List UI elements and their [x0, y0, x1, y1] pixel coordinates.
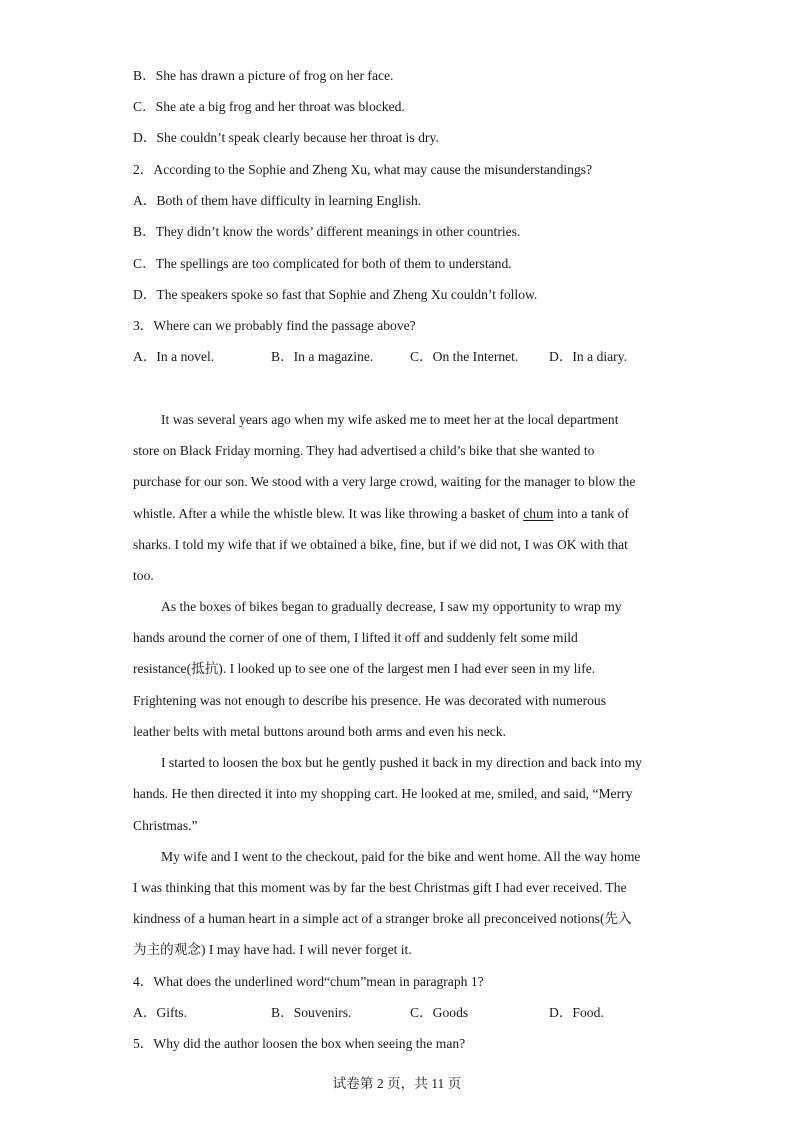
- passage-p3-line3: Christmas.”: [133, 818, 198, 833]
- passage-p2-line1: As the boxes of bikes began to gradually decrease, I saw my opportunity to wrap my: [161, 599, 622, 614]
- passage-p2-line5: leather belts with metal buttons around both arms and even his neck.: [133, 724, 506, 739]
- q4-option-a: A．Gifts.: [133, 1005, 187, 1020]
- underlined-word-chum: chum: [523, 506, 554, 521]
- q1-option-b: B．She has drawn a picture of frog on her face.: [133, 68, 394, 83]
- q3-option-b: B．In a magazine.: [271, 349, 374, 364]
- q4-stem: 4．What does the underlined word“chum”mean in paragraph 1?: [133, 974, 484, 989]
- passage-p4-line2: I was thinking that this moment was by far the best Christmas gift I had ever received. The: [133, 880, 627, 895]
- q2-option-b: B．They didn’t know the words’ different meanings in other countries.: [133, 224, 521, 239]
- q2-option-d: D．The speakers spoke so fast that Sophie and Zheng Xu couldn’t follow.: [133, 287, 538, 302]
- q3-options: [133, 348, 653, 366]
- passage-p2-line2: hands around the corner of one of them, I lifted it off and suddenly felt some mild: [133, 630, 578, 645]
- passage-p1-line3: purchase for our son. We stood with a very large crowd, waiting for the manager to blow the: [133, 474, 636, 489]
- passage-p2-line4: Frightening was not enough to describe his presence. He was decorated with numerous: [133, 693, 607, 708]
- passage-p4-line1: My wife and I went to the checkout, paid for the bike and went home. All the way home: [161, 849, 641, 864]
- passage-p1-line4: [133, 505, 629, 523]
- passage-p3-line2: hands. He then directed it into my shopping cart. He looked at me, smiled, and said, “Merry: [133, 786, 633, 801]
- passage-p1-line5: sharks. I told my wife that if we obtained a bike, fine, but if we did not, I was OK with that: [133, 537, 628, 552]
- q4-options: [133, 1004, 653, 1022]
- q1-option-d: D．She couldn’t speak clearly because her throat is dry.: [133, 130, 439, 145]
- passage-p1-line1: It was several years ago when my wife asked me to meet her at the local department: [161, 412, 619, 427]
- page-footer: 试卷第 2 页，共 11 页: [332, 1076, 462, 1091]
- passage-p2-line3: resistance(抵抗). I looked up to see one of the largest men I had ever seen in my life.: [133, 661, 596, 676]
- q3-stem: 3．Where can we probably find the passage above?: [133, 318, 416, 333]
- passage-p1-line4-pre: whistle. After a while the whistle blew. It was like throwing a basket of: [133, 506, 524, 521]
- q1-option-c: C．She ate a big frog and her throat was blocked.: [133, 99, 405, 114]
- passage-p1-line6: too.: [133, 568, 154, 583]
- passage-p4-line3: kindness of a human heart in a simple act of a stranger broke all preconceived notions(先入: [133, 911, 632, 926]
- passage-p1-line2: store on Black Friday morning. They had advertised a child’s bike that she wanted to: [133, 443, 595, 458]
- q4-option-b: B．Souvenirs.: [271, 1005, 352, 1020]
- q2-option-c: C．The spellings are too complicated for both of them to understand.: [133, 256, 512, 271]
- passage-p4-line4: 为主的观念) I may have had. I will never forget it.: [133, 942, 412, 957]
- q4-option-c: C．Goods: [410, 1005, 469, 1020]
- passage-p1-line4-post: into a tank of: [553, 506, 629, 521]
- q3-option-d: D．In a diary.: [549, 349, 628, 364]
- q4-option-d: D．Food.: [549, 1005, 604, 1020]
- q5-stem: 5．Why did the author loosen the box when seeing the man?: [133, 1036, 466, 1051]
- passage-p3-line1: I started to loosen the box but he gently pushed it back in my direction and back into my: [161, 755, 642, 770]
- q3-option-a: A．In a novel.: [133, 349, 215, 364]
- q2-option-a: A．Both of them have difficulty in learning English.: [133, 193, 422, 208]
- q3-option-c: C．On the Internet.: [410, 349, 519, 364]
- q2-stem: 2．According to the Sophie and Zheng Xu, what may cause the misunderstandings?: [133, 162, 593, 177]
